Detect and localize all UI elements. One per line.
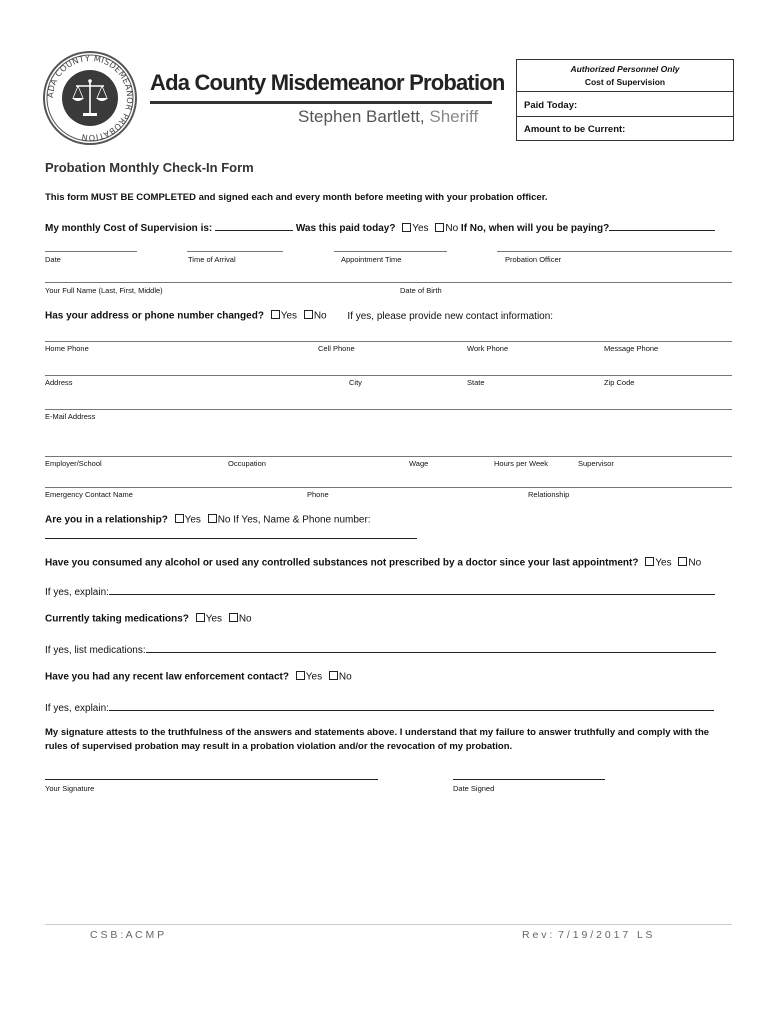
relationship-followup: If Yes, Name & Phone number:	[233, 514, 371, 526]
meds-question-row	[45, 613, 252, 625]
office-use-box	[516, 59, 734, 141]
paid-yes-checkbox[interactable]	[402, 223, 411, 232]
amount-current-label: Amount to be Current:	[524, 124, 626, 135]
sheriff-line	[298, 107, 478, 127]
form-title: Probation Monthly Check-In Form	[45, 160, 254, 175]
relationship-no-label: No	[217, 514, 231, 526]
cell-phone-label: Cell Phone	[318, 344, 355, 353]
paid-today-label: Paid Today:	[524, 100, 578, 111]
paid-no-label: No	[445, 223, 459, 234]
employer-label: Employer/School	[45, 459, 102, 468]
alcohol-yes-label: Yes	[655, 557, 672, 569]
alcohol-explain-label: If yes, explain:	[45, 587, 109, 598]
paid-no-checkbox[interactable]	[435, 223, 444, 232]
alcohol-question: Have you consumed any alcohol or used any controlled substances not prescribed by a doctor since your last appointment?	[45, 557, 639, 569]
law-no-checkbox[interactable]	[329, 671, 338, 680]
date-label: Date	[45, 255, 61, 264]
name-dob-field-line[interactable]	[45, 282, 732, 283]
address-yes-checkbox[interactable]	[271, 310, 280, 319]
probation-officer-label: Probation Officer	[505, 255, 562, 264]
law-explain-label: If yes, explain:	[45, 703, 109, 714]
law-yes-checkbox[interactable]	[296, 671, 305, 680]
meds-list-label: If yes, list medications:	[45, 645, 146, 656]
alcohol-question-row	[45, 557, 701, 569]
org-title: Ada County Misdemeanor Probation	[150, 70, 505, 95]
time-arrival-label: Time of Arrival	[188, 255, 236, 264]
relationship-no-checkbox[interactable]	[208, 514, 217, 523]
meds-list-field[interactable]	[146, 642, 716, 653]
meds-yes-label: Yes	[205, 613, 223, 625]
address-yes-label: Yes	[280, 310, 298, 322]
emergency-phone-label: Phone	[307, 490, 329, 499]
address-label: Address	[45, 378, 73, 387]
when-paying-field[interactable]	[609, 220, 715, 231]
law-yes-label: Yes	[305, 671, 323, 683]
address-question: Has your address or phone number changed?	[45, 310, 264, 322]
meds-yes-checkbox[interactable]	[196, 613, 205, 622]
address-field-line[interactable]	[45, 375, 732, 376]
officer-field-line[interactable]	[497, 251, 732, 252]
cost-of-supervision-label: Cost of Supervision	[584, 77, 666, 87]
meds-no-label: No	[238, 613, 252, 625]
alcohol-explain-row	[45, 584, 715, 598]
alcohol-yes-checkbox[interactable]	[645, 557, 654, 566]
law-question: Have you had any recent law enforcement contact?	[45, 671, 289, 683]
appointment-time-label: Appointment Time	[341, 255, 402, 264]
meds-list-row	[45, 642, 716, 656]
title-rule	[150, 101, 492, 104]
hours-per-week-label: Hours per Week	[494, 459, 549, 468]
relationship-yes-label: Yes	[184, 514, 201, 526]
alcohol-no-label: No	[688, 557, 702, 569]
meds-question: Currently taking medications?	[45, 613, 189, 625]
paid-yes-label: Yes	[412, 223, 429, 234]
paid-question: Was this paid today?	[295, 223, 396, 234]
appointment-field-line[interactable]	[334, 251, 447, 252]
county-seal	[42, 50, 138, 146]
seal-text: ADA COUNTY MISDEMEANOR PROBATION	[44, 52, 136, 144]
address-no-checkbox[interactable]	[304, 310, 313, 319]
phones-field-line[interactable]	[45, 341, 732, 342]
relationship-answer-line[interactable]	[45, 538, 417, 539]
address-followup: If yes, please provide new contact information:	[347, 310, 554, 322]
state-label: State	[467, 378, 485, 387]
when-paying-question: If No, when will you be paying?	[460, 223, 610, 234]
employment-field-line[interactable]	[45, 456, 732, 457]
signature-field-line[interactable]	[45, 779, 378, 780]
cost-question-row	[45, 220, 715, 234]
address-no-label: No	[313, 310, 327, 322]
home-phone-label: Home Phone	[45, 344, 89, 353]
full-name-label: Your Full Name (Last, First, Middle)	[45, 286, 163, 295]
attestation-text: My signature attests to the truthfulness of the answers and statements above. I understand that my failure to answer truthfully and comply with the rules of supervised probation may result in a probation violation and/or the revocation of my probation.	[45, 727, 710, 752]
law-explain-field[interactable]	[109, 700, 714, 711]
instruction-text: This form MUST BE COMPLETED and signed each and every month before meeting with your probation officer.	[45, 192, 548, 203]
message-phone-label: Message Phone	[604, 344, 659, 353]
footer-right: R e v : 7 / 1 9 / 2 0 1 7 L S	[522, 929, 653, 941]
footer-left: C S B : A C M P	[90, 929, 165, 941]
date-field-line[interactable]	[45, 251, 137, 252]
zip-code-label: Zip Code	[604, 378, 635, 387]
cost-amount-field[interactable]	[215, 220, 293, 231]
work-phone-label: Work Phone	[467, 344, 509, 353]
relationship-question-row	[45, 514, 371, 526]
law-explain-row	[45, 700, 714, 714]
footer-rule	[45, 924, 732, 925]
cost-question: My monthly Cost of Supervision is:	[45, 223, 213, 234]
emergency-field-line[interactable]	[45, 487, 732, 488]
alcohol-no-checkbox[interactable]	[678, 557, 687, 566]
law-question-row	[45, 671, 352, 683]
email-field-line[interactable]	[45, 409, 732, 410]
address-question-row	[45, 310, 553, 322]
city-label: City	[349, 378, 362, 387]
date-signed-field-line[interactable]	[453, 779, 605, 780]
relationship-yes-checkbox[interactable]	[175, 514, 184, 523]
supervisor-label: Supervisor	[578, 459, 614, 468]
occupation-label: Occupation	[228, 459, 266, 468]
sheriff-name: Stephen Bartlett,	[298, 107, 425, 126]
date-signed-label: Date Signed	[453, 784, 495, 793]
email-label: E-Mail Address	[45, 412, 96, 421]
date-of-birth-label: Date of Birth	[400, 286, 442, 295]
your-signature-label: Your Signature	[45, 784, 95, 793]
sheriff-title: Sheriff	[429, 107, 479, 126]
alcohol-explain-field[interactable]	[109, 584, 715, 595]
authorized-only: Authorized Personnel Only	[570, 64, 680, 74]
meds-no-checkbox[interactable]	[229, 613, 238, 622]
wage-label: Wage	[409, 459, 429, 468]
law-no-label: No	[338, 671, 352, 683]
relationship-label: Relationship	[528, 490, 570, 499]
arrival-field-line[interactable]	[187, 251, 283, 252]
relationship-question: Are you in a relationship?	[45, 514, 168, 526]
emergency-contact-label: Emergency Contact Name	[45, 490, 133, 499]
